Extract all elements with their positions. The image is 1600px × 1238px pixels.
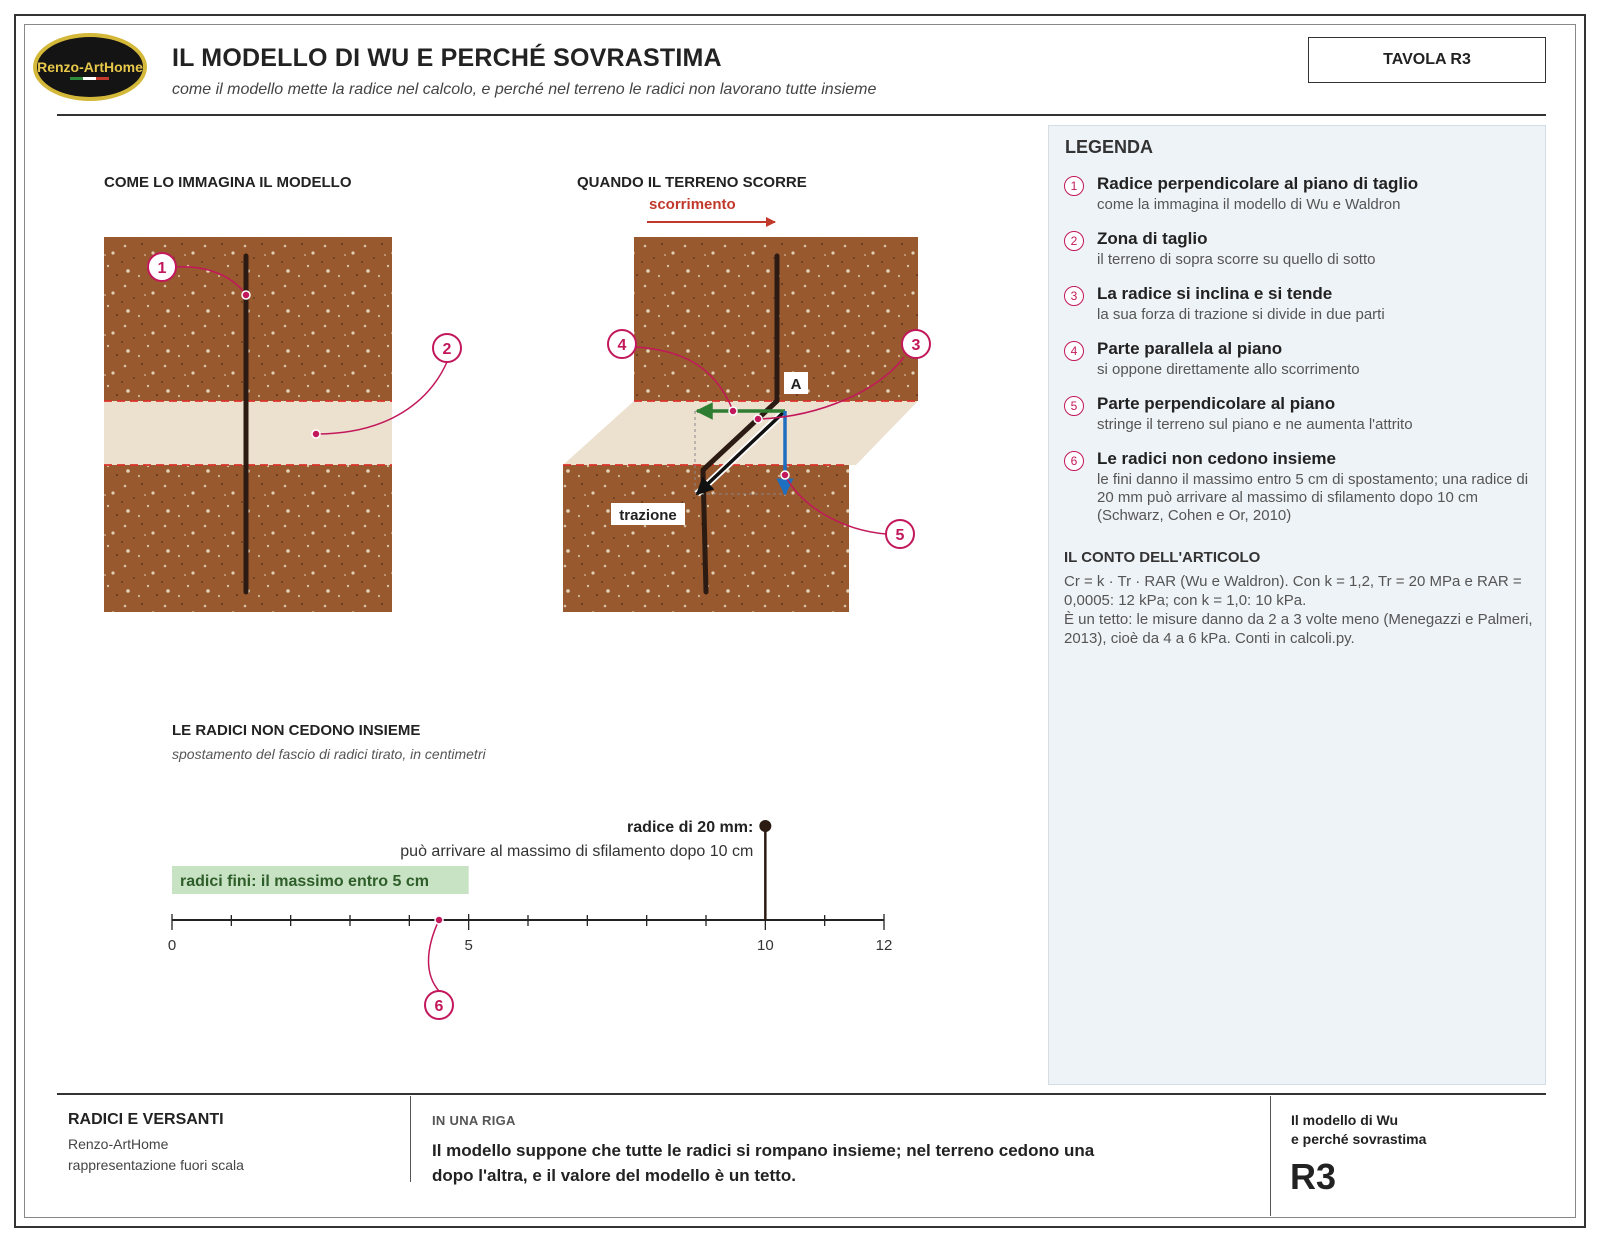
x-tick-label: 10 xyxy=(756,937,774,954)
big-root-label-bold: radice di 20 mm: xyxy=(627,819,754,836)
footer-summary-label: IN UNA RIGA xyxy=(432,1113,516,1128)
legend-desc-2: il terreno di sopra scorre su quello di sotto xyxy=(1097,251,1376,268)
marker-2-label: 2 xyxy=(442,341,452,358)
page-title: IL MODELLO DI WU E PERCHÉ SOVRASTIMA xyxy=(172,44,722,72)
traction-label xyxy=(611,503,685,525)
marker-1-label: 1 xyxy=(157,260,167,277)
marker-4-label: 4 xyxy=(617,337,627,354)
legend-num-6: 6 xyxy=(1064,451,1084,471)
legend-num-1: 1 xyxy=(1064,176,1084,196)
legend-desc-4: si oppone direttamente allo scorrimento xyxy=(1097,361,1360,378)
svg-text:trazione: trazione xyxy=(619,507,677,524)
legend-head-4: Parte parallela al piano xyxy=(1097,339,1283,358)
legend-head-2: Zona di taglio xyxy=(1097,229,1208,248)
footer-author: Renzo-ArtHome xyxy=(68,1136,169,1152)
footer-name-line-1: Il modello di Wu xyxy=(1291,1112,1399,1128)
footer-name-line-2: e perché sovrastima xyxy=(1291,1131,1427,1147)
legend-num-5: 5 xyxy=(1064,396,1084,416)
marker-6-label: 6 xyxy=(434,998,444,1015)
footer-divider-2 xyxy=(1270,1096,1271,1216)
conto-line-1: Cr = k · Tr · RAR (Wu e Waldron). Con k = 1,2, Tr = 20 MPa e RAR = 0,0005: 12 kPa; con k = 1,0: 10 kPa. xyxy=(1064,573,1522,609)
footer-rule xyxy=(57,1093,1546,1095)
footer-series: RADICI E VERSANTI xyxy=(68,1111,224,1128)
legend-num-2: 2 xyxy=(1064,231,1084,251)
big-root-label: può arrivare al massimo di sfilamento dopo 10 cm xyxy=(400,843,754,860)
x-tick-label: 0 xyxy=(167,937,177,954)
big-root-point xyxy=(759,820,771,832)
chart-subtitle: spostamento del fascio di radici tirato, in centimetri xyxy=(172,746,486,762)
left-panel-title: COME LO IMMAGINA IL MODELLO xyxy=(104,174,352,191)
marker-5-label: 5 xyxy=(895,527,905,544)
tavola-badge xyxy=(1308,37,1546,83)
footer-summary: Il modello suppone che tutte le radici si rompano insieme; nel terreno cedono una dopo l'altra, e il valore del modello è un tetto. xyxy=(432,1141,1095,1185)
legend-desc-1: come la immagina il modello di Wu e Waldron xyxy=(1097,196,1401,213)
conto-title: IL CONTO DELL'ARTICOLO xyxy=(1064,549,1261,566)
slide-label: scorrimento xyxy=(649,196,736,213)
x-tick-label: 12 xyxy=(875,937,893,954)
chart-title: LE RADICI NON CEDONO INSIEME xyxy=(172,722,421,739)
footer-code: R3 xyxy=(1290,1156,1337,1197)
conto-text xyxy=(1064,572,1534,648)
logo-text: Renzo-ArtHome xyxy=(37,59,143,75)
legend-desc-6: le fini danno il massimo entro 5 cm di spostamento; una radice di 20 mm può arrivare al massimo di sfilamento dopo 10 cm (Schwarz, Cohen e Or, 2010) xyxy=(1097,471,1529,524)
tavola-label: TAVOLA R3 xyxy=(1383,51,1471,68)
legend-num-3: 3 xyxy=(1064,286,1084,306)
legend-desc-3: la sua forza di trazione si divide in due parti xyxy=(1097,306,1385,323)
legend-desc-5: stringe il terreno sul piano e ne aumenta l'attrito xyxy=(1097,416,1413,433)
conto-line-2: È un tetto: le misure danno da 2 a 3 volte meno (Menegazzi e Palmeri, 2013), cioè da 4 a 6 kPa. Conti in calcoli.py. xyxy=(1064,611,1533,647)
right-panel-title: QUANDO IL TERRENO SCORRE xyxy=(577,174,807,191)
svg-text:A: A xyxy=(790,376,802,393)
legend-head-1: Radice perpendicolare al piano di taglio xyxy=(1097,174,1419,193)
marker-6-point xyxy=(435,916,443,924)
right-soil-block xyxy=(563,237,918,612)
legend-title: LEGENDA xyxy=(1065,137,1154,157)
x-tick-label: 5 xyxy=(464,937,473,954)
fine-roots-band-label: radici fini: il massimo entro 5 cm xyxy=(180,873,429,890)
legend-head-5: Parte perpendicolare al piano xyxy=(1097,394,1336,413)
legend-num-4: 4 xyxy=(1064,341,1084,361)
displacement-chart xyxy=(168,819,893,1019)
footer-divider-1 xyxy=(410,1096,411,1182)
legend-head-6: Le radici non cedono insieme xyxy=(1097,449,1336,468)
marker-6-leader xyxy=(429,920,440,991)
footer-scale-note: rappresentazione fuori scala xyxy=(68,1157,244,1173)
page-subtitle: come il modello mette la radice nel calcolo, e perché nel terreno le radici non lavorano tutte insieme xyxy=(172,81,877,98)
point-a-label xyxy=(784,372,808,394)
legend-head-3: La radice si inclina e si tende xyxy=(1097,284,1333,303)
marker-3-label: 3 xyxy=(911,337,921,354)
